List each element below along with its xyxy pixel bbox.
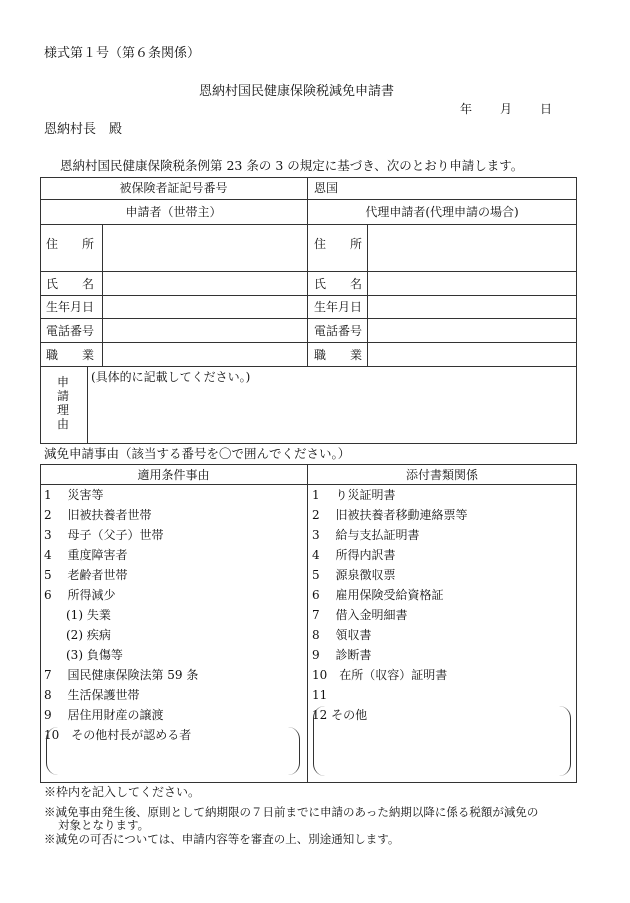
- document-item-5[interactable]: 5 源泉徴収票: [312, 568, 396, 582]
- addressee: 恩納村長 殿: [44, 122, 123, 137]
- condition-item-1[interactable]: 1 災害等: [44, 488, 104, 502]
- note-reduction-period-line2: 対象となります。: [58, 818, 150, 832]
- agent-name-label: 氏 名: [314, 277, 363, 291]
- applicant-birthdate-field[interactable]: [103, 296, 306, 318]
- agent-name-field[interactable]: [368, 272, 576, 295]
- note-reduction-period-line1: ※減免事由発生後、原則として納期限の７日前までに申請のあった納期以降に係る税額が減免の: [44, 805, 539, 819]
- agent-address-field[interactable]: [368, 225, 576, 271]
- condition-item-2[interactable]: 2 旧被扶養者世帯: [44, 508, 152, 522]
- reason-note: (具体的に記載してください。): [91, 370, 251, 384]
- applicant-occupation-field[interactable]: [103, 343, 306, 366]
- document-item-2[interactable]: 2 旧被扶養者移動連絡票等: [312, 508, 468, 522]
- insured-number-label: 被保険者証記号番号: [119, 181, 228, 195]
- condition-item-5[interactable]: 5 老齢者世帯: [44, 568, 128, 582]
- condition-item-7[interactable]: 7 国民健康保険法第 59 条: [44, 668, 199, 682]
- condition-subitem-unemployment[interactable]: (1) 失業: [66, 608, 111, 622]
- document-item-6[interactable]: 6 雇用保険受給資格証: [312, 588, 444, 602]
- reason-field[interactable]: [88, 386, 576, 443]
- condition-item-4[interactable]: 4 重度障害者: [44, 548, 128, 562]
- form-number: 様式第１号（第６条関係）: [44, 46, 201, 61]
- other-condition-field[interactable]: [46, 727, 300, 775]
- applicant-phone-label: 電話番号: [46, 324, 95, 338]
- condition-item-8[interactable]: 8 生活保護世帯: [44, 688, 140, 702]
- page-title: 恩納村国民健康保険税減免申請書: [199, 84, 395, 99]
- note-notification: ※減免の可否については、申請内容等を審査の上、別途通知します。: [44, 832, 400, 846]
- document-item-12[interactable]: 12 その他: [312, 708, 368, 722]
- document-item-3[interactable]: 3 給与支払証明書: [312, 528, 420, 542]
- agent-address-label: 住 所: [314, 237, 363, 251]
- insured-number-value: 恩国: [314, 181, 339, 195]
- document-item-1[interactable]: 1 り災証明書: [312, 488, 396, 502]
- applicant-header: 申請者（世帯主）: [125, 205, 222, 219]
- reason-label-char-4: 由: [57, 417, 70, 431]
- other-document-field[interactable]: [313, 706, 571, 776]
- reason-label-char-2: 請: [57, 389, 70, 403]
- document-item-10[interactable]: 10 在所（収容）証明書: [312, 668, 448, 682]
- condition-item-3[interactable]: 3 母子（父子）世帯: [44, 528, 164, 542]
- document-item-9[interactable]: 9 診断書: [312, 648, 372, 662]
- conditions-header: 適用条件事由: [137, 468, 210, 482]
- condition-item-6[interactable]: 6 所得減少: [44, 588, 116, 602]
- document-item-7[interactable]: 7 借入金明細書: [312, 608, 408, 622]
- agent-phone-label: 電話番号: [314, 324, 363, 338]
- agent-phone-field[interactable]: [368, 319, 576, 342]
- reason-label-char-3: 理: [57, 403, 70, 417]
- applicant-address-field[interactable]: [103, 225, 306, 271]
- document-item-4[interactable]: 4 所得内訳書: [312, 548, 396, 562]
- applicant-address-label: 住 所: [46, 237, 95, 251]
- applicant-birthdate-label: 生年月日: [46, 300, 95, 314]
- agent-occupation-label: 職 業: [314, 348, 363, 362]
- note-fill-in: ※枠内を記入してください。: [44, 785, 201, 799]
- agent-birthdate-label: 生年月日: [314, 300, 363, 314]
- agent-occupation-field[interactable]: [368, 343, 576, 366]
- applicant-name-label: 氏 名: [46, 277, 95, 291]
- applicant-name-field[interactable]: [103, 272, 306, 295]
- date-month-label: 月: [500, 102, 513, 116]
- date-year-label: 年: [460, 102, 473, 116]
- reduction-heading: 減免申請事由（該当する番号を〇で囲んでください。）: [44, 446, 351, 461]
- applicant-phone-field[interactable]: [103, 319, 306, 342]
- intro-text: 恩納村国民健康保険税条例第 23 条の 3 の規定に基づき、次のとおり申請します。: [60, 158, 524, 173]
- document-item-8[interactable]: 8 領収書: [312, 628, 372, 642]
- applicant-occupation-label: 職 業: [46, 348, 95, 362]
- condition-subitem-illness[interactable]: (2) 疾病: [66, 628, 111, 642]
- agent-birthdate-field[interactable]: [368, 296, 576, 318]
- documents-header: 添付書類関係: [405, 468, 478, 482]
- agent-header: 代理申請者(代理申請の場合): [365, 205, 519, 219]
- reason-label-char-1: 申: [57, 375, 70, 389]
- document-item-11[interactable]: 11: [312, 688, 328, 702]
- condition-subitem-injury[interactable]: (3) 負傷等: [66, 648, 123, 662]
- date-day-label: 日: [540, 102, 553, 116]
- condition-item-10[interactable]: 10 その他村長が認める者: [44, 728, 192, 742]
- condition-item-9[interactable]: 9 居住用財産の譲渡: [44, 708, 164, 722]
